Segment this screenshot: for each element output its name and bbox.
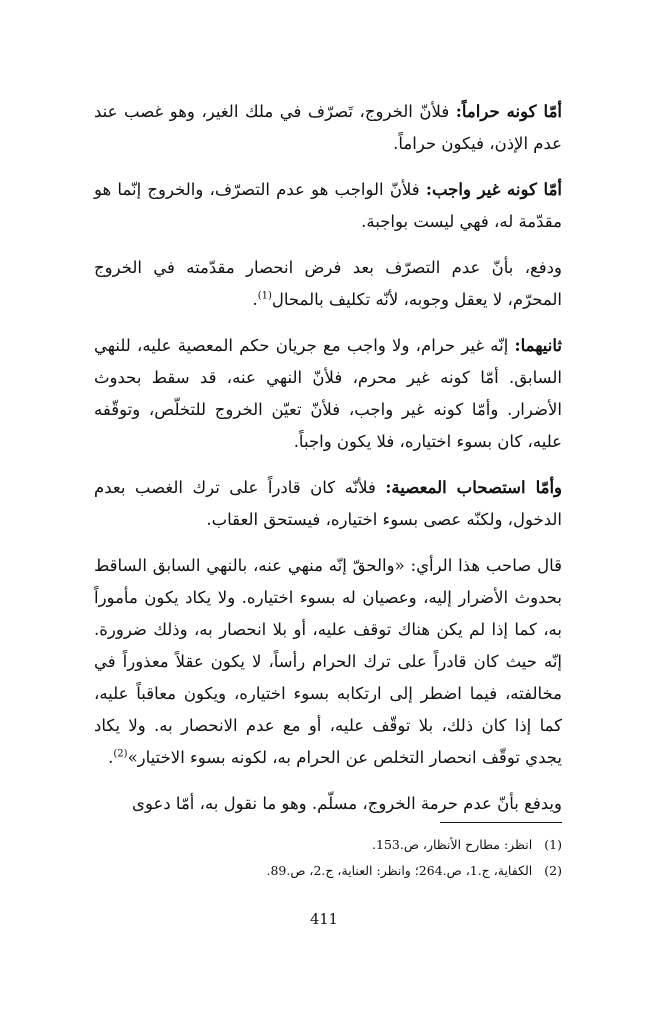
footnote-ref-2: (2) (113, 748, 128, 760)
paragraph-5-lead: وأمّا استصحاب المعصية: (385, 478, 562, 497)
paragraph-7-text: ويدفع بأنّ عدم حرمة الخروج، مسلّم. وهو ما نقول به، أمّا دعوى (132, 794, 562, 813)
paragraph-5-text: فلأنّه كان قادراً على ترك الغصب بعدم الدخول، ولكنّه عصى بسوء اختياره، فيستحق العقاب. (94, 478, 562, 529)
paragraph-3-text: ودفع، بأنّ عدم التصرّف بعد فرض انحصار مقدّمته في الخروج المحرّم، لا يعقل وجوبه، لأنّه تكليف بالمحال (94, 258, 562, 309)
footnote-2-number: (2) (544, 863, 562, 878)
footnote-1 (94, 832, 562, 858)
footnote-1-text: انظر: مطارح الأنظار، ص.153. (372, 837, 533, 852)
paragraph-6-tail: . (108, 748, 114, 767)
paragraph-4 (94, 330, 562, 458)
body-text (94, 96, 562, 834)
paragraph-4-text: إنّه غير حرام، ولا واجب مع جريان حكم المعصية عليه، للنهي السابق. أمّا كونه غير محرم، فلأنّ النهي عنه، قد سقط بحدوث الأضرار. وأمّا كونه غير واجب، فلأنّ تعيّن الخروج للتخلّص، وتوقّفه عليه، كان بسوء اختياره، فلا يكون واجباً. (94, 336, 562, 451)
paragraph-3 (94, 252, 562, 316)
paragraph-2-text: فلأنّ الواجب هو عدم التصرّف، والخروج إنّما هو مقدّمة له، فهي ليست بواجبة. (94, 180, 562, 231)
paragraph-1 (94, 96, 562, 160)
footnote-2-text: الكفاية، ج.1، ص.264؛ وانظر: العناية، ج.2، ص.89. (266, 863, 533, 878)
footnote-divider (440, 822, 562, 823)
page-number: 411 (310, 912, 338, 928)
footnote-1-number: (1) (544, 837, 562, 852)
paragraph-7 (94, 788, 562, 820)
paragraph-6-text: قال صاحب هذا الرأي: «والحقّ إنّه منهي عنه، بالنهي السابق الساقط بحدوث الأضرار إليه، وعصيان له بسوء اختياره. ولا يكاد يكون مأموراً به، كما إذا لم يكن هناك توقف عليه، أو بلا انحصار به، وذلك ضرورة. إنّه حيث كان قادراً على ترك الحرام رأساً، لا يكون عقلاً معذوراً في مخالفته، فيما اضطر إلى ارتكابه بسوء اختياره، ويكون معاقباً عليه، كما إذا كان ذلك، بلا توقّف عليه، أو مع عدم الانحصار به. ولا يكاد يجدي توقّف انحصار التخلص عن الحرام به، لكونه بسوء الاختيار» (94, 556, 562, 767)
paragraph-4-lead: ثانيهما: (514, 336, 562, 355)
footnotes (94, 832, 562, 884)
paragraph-1-lead: أمّا كونه حراماً: (455, 102, 562, 121)
paragraph-1-text: فلأنّ الخروج، تَصرّف في ملك الغير، وهو غصب عند عدم الإذن، فيكون حراماً. (94, 102, 562, 153)
paragraph-3-tail: . (252, 290, 258, 309)
paragraph-6 (94, 550, 562, 774)
paragraph-5 (94, 472, 562, 536)
footnote-ref-1: (1) (257, 290, 272, 302)
paragraph-2-lead: أمّا كونه غير واجب: (425, 180, 562, 199)
footnote-2 (94, 858, 562, 884)
paragraph-2 (94, 174, 562, 238)
